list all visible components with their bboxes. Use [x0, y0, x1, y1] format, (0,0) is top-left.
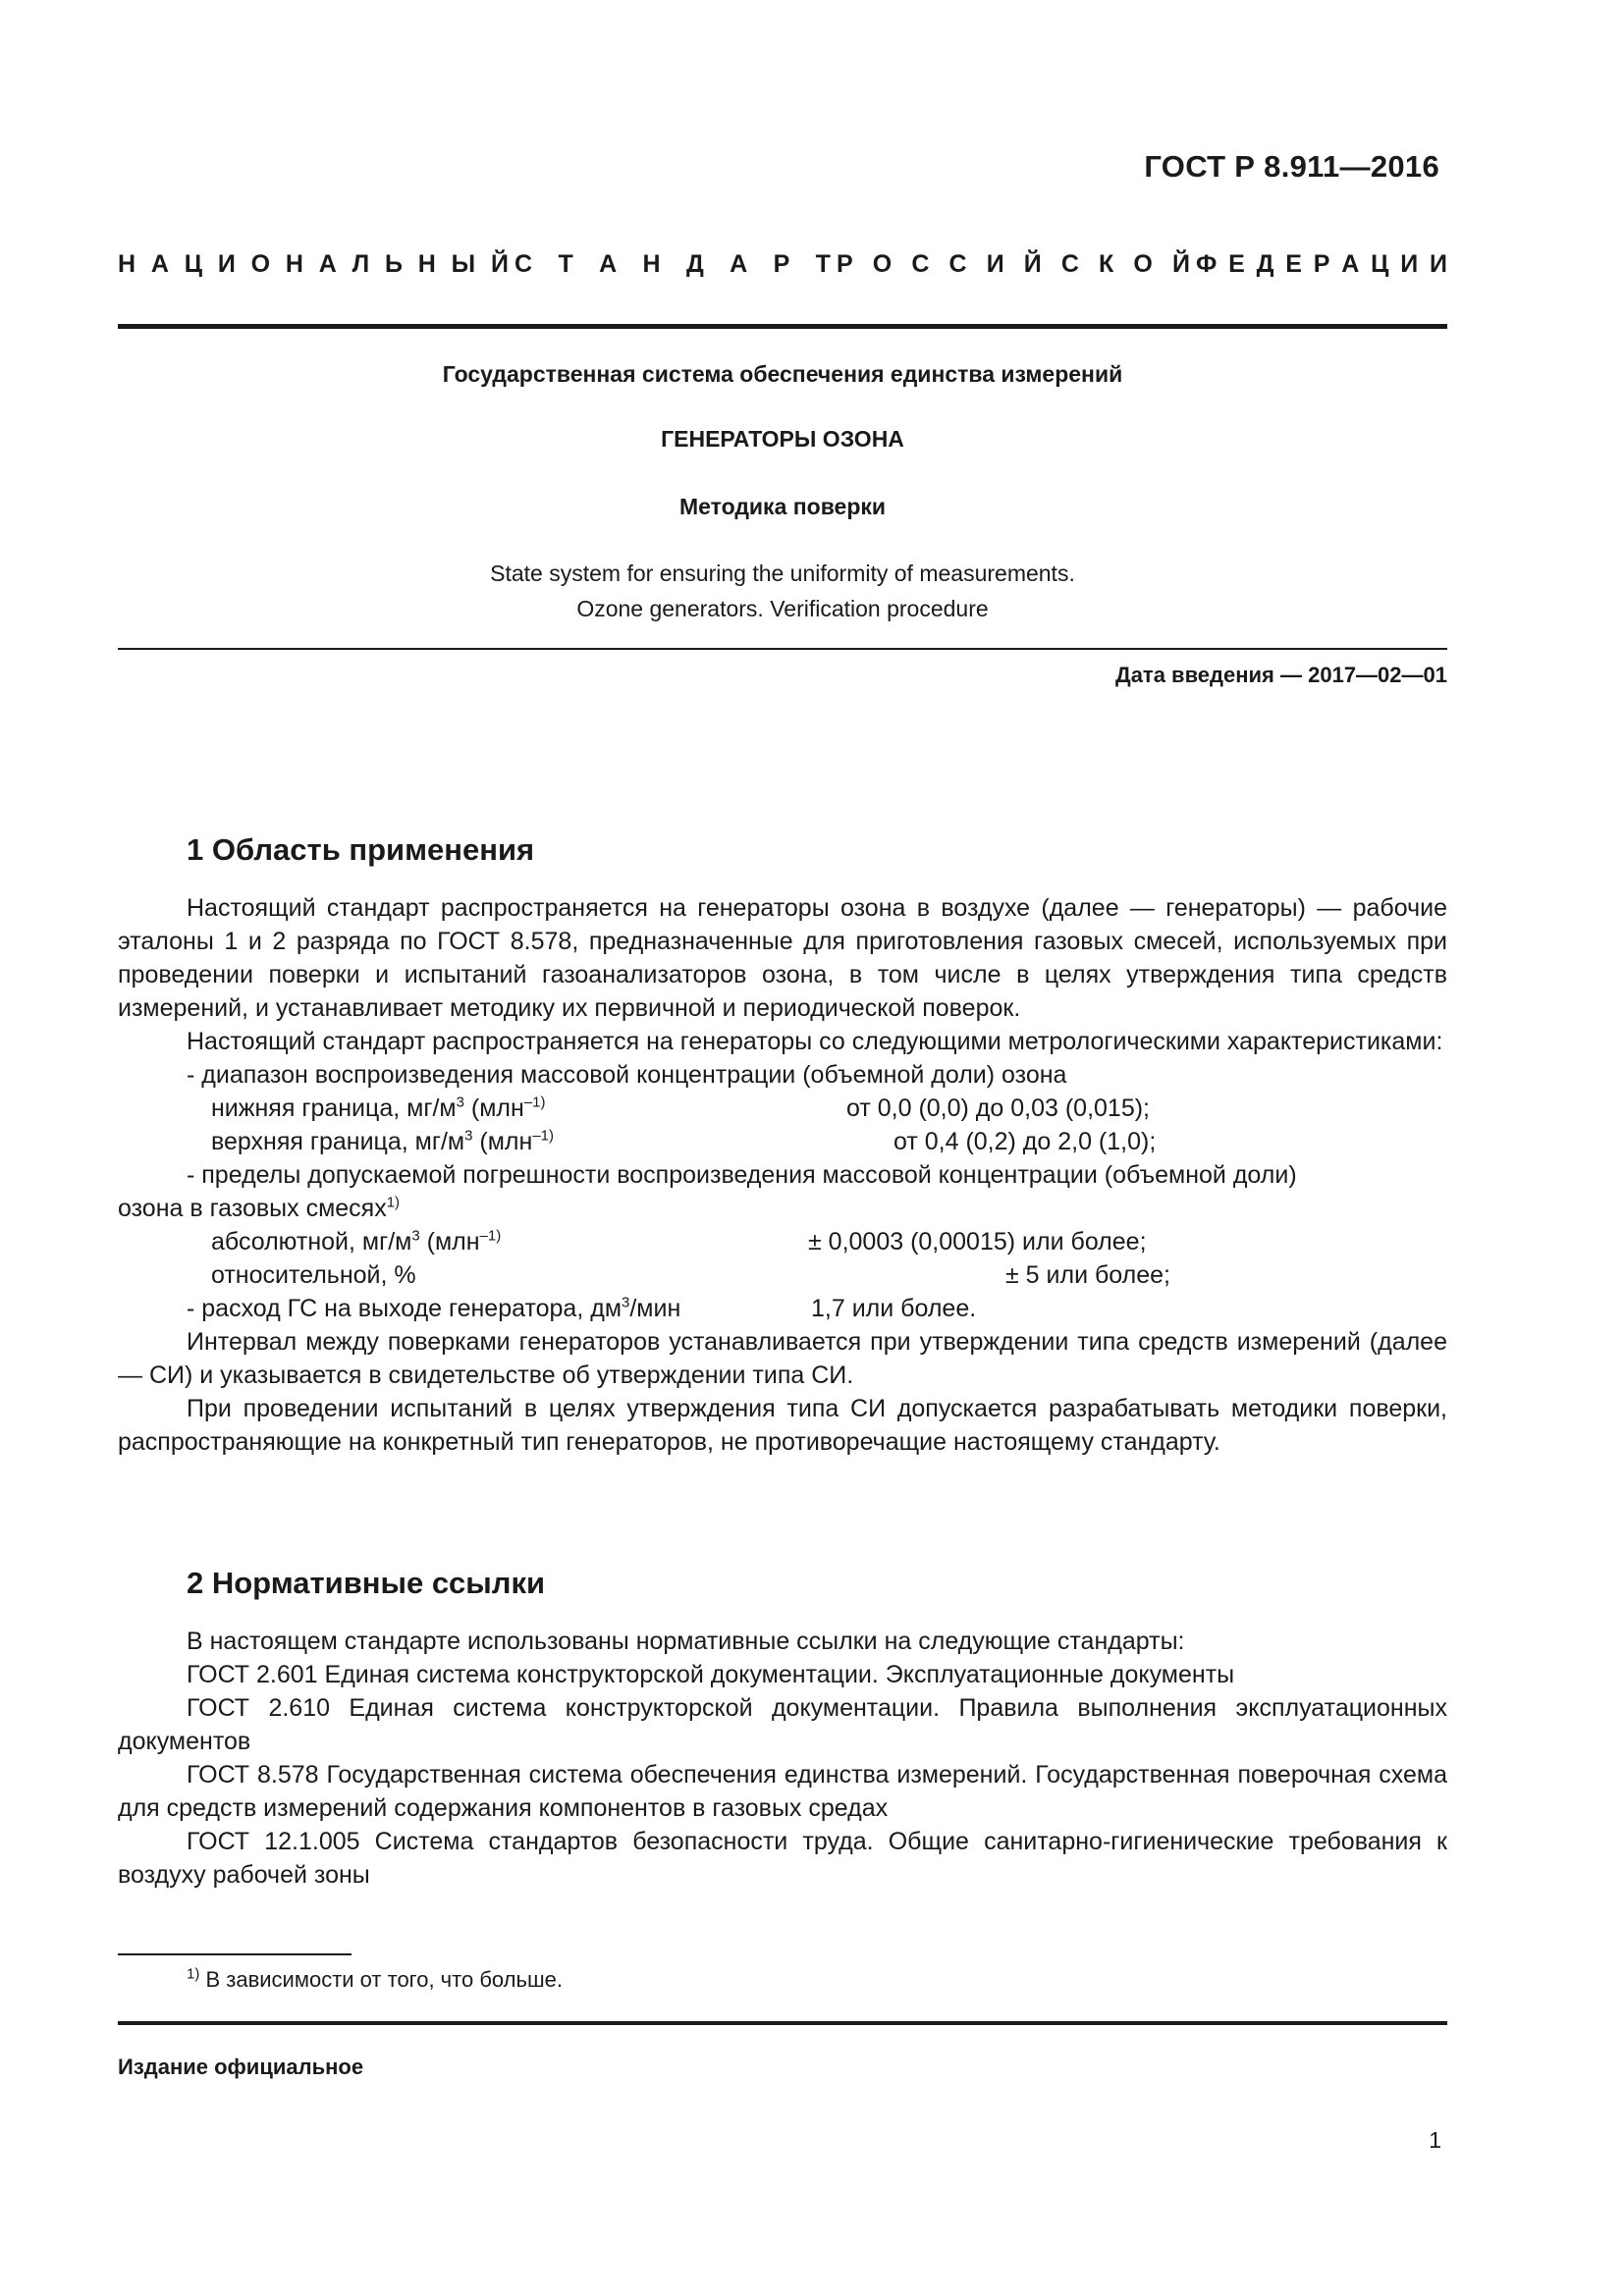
standard-number: ГОСТ Р 8.911—2016 [1144, 149, 1439, 184]
system-title: Государственная система обеспечения единства измерений [442, 361, 1123, 387]
error-item-row-1 [118, 1158, 1447, 1192]
flow-item-label: - расход ГС на выходе генератора, $дм^3$/мин [187, 1294, 681, 1322]
error-relative-label: относительной, % [211, 1261, 416, 1289]
range-item-text: - диапазон воспроизведения массовой концентрации (объемной доли) озона [187, 1061, 1067, 1089]
page-number: 1 [1429, 2127, 1441, 2153]
range-upper-value: от 0,4 (0,2) до 2,0 (1,0); [893, 1128, 1157, 1155]
error-relative-row [118, 1258, 1447, 1292]
footnote-mark: 1) [187, 1965, 200, 1983]
english-title [118, 556, 1447, 626]
header-rule [118, 324, 1447, 329]
section-2-body [118, 1625, 1447, 1892]
flow-item-value: 1,7 или более. [811, 1295, 977, 1322]
footnote [187, 1967, 563, 1993]
english-title-line-2: Ozone generators. Verification procedure [576, 596, 989, 621]
section-2-heading: 2 Нормативные ссылки [187, 1566, 546, 1600]
flow-item-row [118, 1292, 1447, 1325]
section-1-paragraph-3: Интервал между поверками генераторов устанавливается при утверждении типа средств измерений (далее — СИ) и указывается в свидетельстве об утверждении типа СИ. [118, 1328, 1447, 1389]
footnote-text: В зависимости от того, что больше. [199, 1967, 563, 1992]
reference-item: ГОСТ 2.601 Единая система конструкторской документации. Эксплуатационные документы [187, 1661, 1235, 1688]
range-lower-label: нижняя граница, $мг/м^3$ (млн$^{-1)}$ [211, 1094, 546, 1122]
section-1-paragraph-1: Настоящий стандарт распространяется на генераторы озона в воздухе (далее — генераторы) — рабочие эталоны 1 и 2 разряда по ГОСТ 8.578, предназначенные для приготовления газовых смесей, используемых при проведении поверки и испытаний газоанализаторов озона, в том числе в целях утверждения типа средств измерений, и устанавливает методику их первичной и периодической поверок. [118, 894, 1447, 1022]
error-absolute-row [118, 1225, 1447, 1258]
section-2-intro: В настоящем стандарте использованы нормативные ссылки на следующие стандарты: [187, 1628, 1185, 1655]
error-item-text-cont: озона в газовых смесях$^{1)}$ [118, 1194, 401, 1222]
sub-title: Методика поверки [678, 494, 887, 519]
range-upper-label: верхняя граница, $мг/м^3$ (млн$^{-1)}$ [211, 1127, 554, 1155]
section-1-body [118, 891, 1447, 1459]
section-1-paragraph-2: Настоящий стандарт распространяется на генераторы со следующими метрологическими характеристиками: [187, 1028, 1443, 1055]
banner-word-4: Ф Е Д Е Р А Ц И И [1196, 250, 1447, 278]
banner-word-2: С Т А Н Д А Р Т [514, 250, 831, 278]
english-title-line-1: State system for ensuring the uniformity of measurements. [490, 561, 1075, 586]
introduction-date: Дата введения — 2017—02—01 [1115, 663, 1447, 687]
reference-item: ГОСТ 12.1.005 Система стандартов безопасности труда. Общие санитарно-гигиенические требования к воздуху рабочей зоны [118, 1828, 1447, 1889]
banner-word-3: Р О С С И Й С К О Й [837, 250, 1190, 278]
section-1-heading: 1 Область применения [187, 832, 535, 867]
error-item-text: - пределы допускаемой погрешности воспроизведения массовой концентрации (объемной доли) [187, 1161, 1297, 1189]
reference-item: ГОСТ 2.610 Единая система конструкторской документации. Правила выполнения эксплуатационных документов [118, 1694, 1447, 1755]
reference-item: ГОСТ 8.578 Государственная система обеспечения единства измерений. Государственная поверочная схема для средств измерений содержания компонентов в газовых средах [118, 1761, 1447, 1822]
error-absolute-value: ± 0,0003 (0,00015) или более; [808, 1228, 1147, 1255]
national-standard-banner [118, 250, 1447, 279]
title-rule [118, 648, 1447, 650]
section-1-paragraph-4: При проведении испытаний в целях утверждения типа СИ допускается разрабатывать методики поверки, распространяющие на конкретный тип генераторов, не противоречащие настоящему стандарту. [118, 1395, 1447, 1456]
error-absolute-label: абсолютной, $мг/м^3$ (млн$^{-1)}$ [211, 1227, 502, 1255]
footnote-rule [118, 1953, 352, 1955]
footnote-ref: 1) [386, 1194, 401, 1211]
footer-rule [118, 2021, 1447, 2025]
banner-word-1: Н А Ц И О Н А Л Ь Н Ы Й [118, 250, 509, 278]
error-relative-value: ± 5 или более; [1005, 1261, 1170, 1289]
characteristics-item-range [118, 1058, 1447, 1092]
official-edition-label: Издание официальное [118, 2055, 364, 2079]
main-title: ГЕНЕРАТОРЫ ОЗОНА [661, 426, 904, 452]
range-lower-value: от 0,0 (0,0) до 0,03 (0,015); [846, 1095, 1150, 1122]
range-upper-row [118, 1125, 1447, 1158]
error-item-row-2 [118, 1192, 1447, 1225]
range-lower-row [118, 1092, 1447, 1125]
